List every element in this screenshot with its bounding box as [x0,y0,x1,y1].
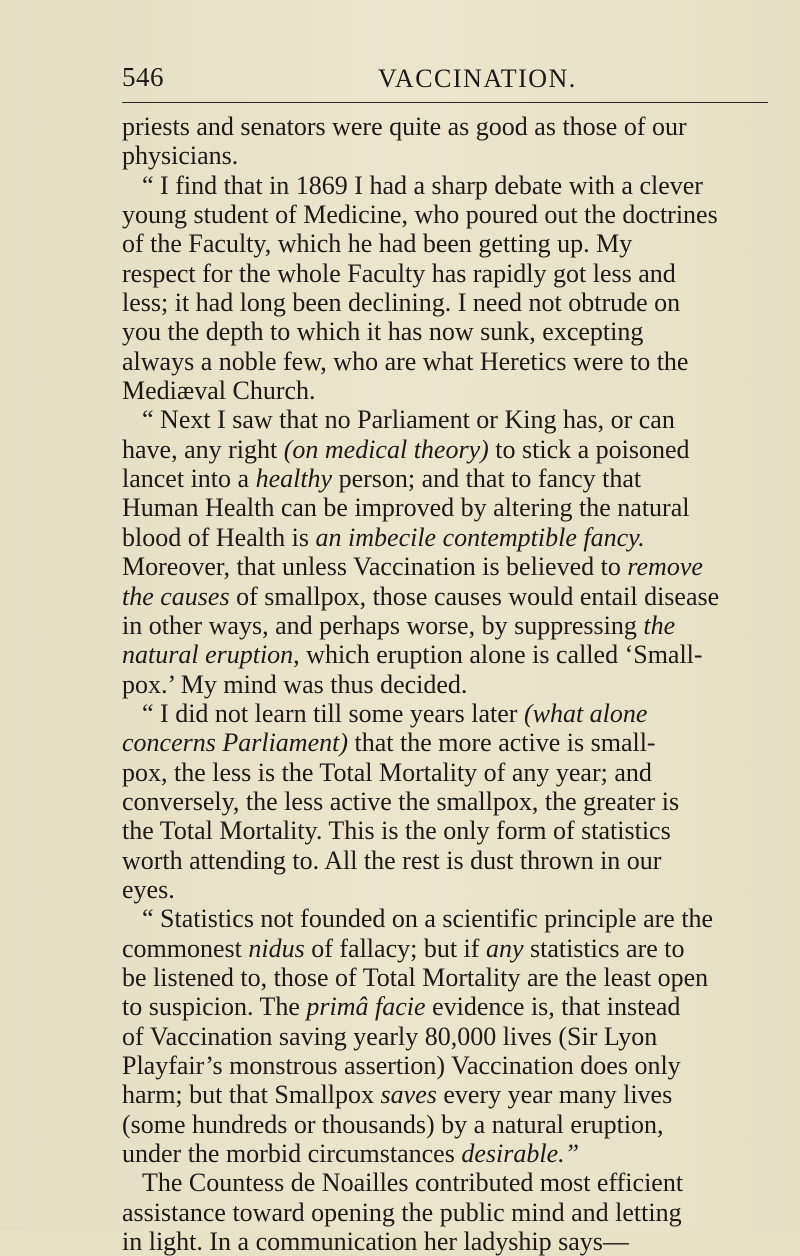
text-line: pox.’ My mind was thus decided. [122,669,468,699]
paragraph-start: “ Next I saw that no Parliament or King has, or can [142,405,675,435]
text-line: priests and senators were quite as good as those of our [122,112,687,141]
text-line: lancet into a healthy person; and that to fancy that [122,464,642,494]
text-line: of the Faculty, which he had been getting up. My [122,229,633,259]
text-line: concerns Parliament) that the more active is small- [122,728,656,758]
text-line: Playfair’s monstrous assertion) Vaccination does only [122,1051,681,1080]
italic-word: desirable.” [461,1139,580,1169]
text-line: Moreover, that unless Vaccination is believed to remove [122,552,703,582]
italic-word: remove [627,552,703,582]
italic-phrase: the causes [122,581,230,611]
header-rule [122,102,768,103]
text-line: you the depth to which it has now sunk, excepting [122,317,644,347]
text-line: the Total Mortality. This is the only form of statistics [122,816,671,846]
italic-phrase: (what alone [523,698,648,728]
italic-word: the [643,610,676,640]
italic-phrase: (on medical theory) [283,434,489,464]
text-line: pox, the less is the Total Mortality of any year; and [122,757,652,787]
text-line: under the morbid circumstances desirable.” [122,1139,580,1169]
text-line: the causes of smallpox, those causes would entail disease [122,581,720,611]
paragraph-start: “ Statistics not founded on a scientific principle are the [142,904,714,934]
page-header [122,62,768,102]
paragraph-start: “ I find that in 1869 I had a sharp debate with a clever [142,170,703,200]
text-line: natural eruption, which eruption alone is called ‘Small- [122,640,703,670]
text-line: be listened to, those of Total Mortality are the least open [122,962,709,992]
text-line: in light. In a communication her ladyship says— [122,1227,629,1256]
text-line: Mediæval Church. [122,376,316,406]
text-line: eyes. [122,874,175,904]
text-line: in other ways, and perhaps worse, by suppressing the [122,610,676,640]
text-line: blood of Health is an imbecile contemptible fancy. [122,522,645,552]
text-line: less; it had long been declining. I need not obtrude on [122,288,681,318]
italic-phrase: an imbecile contemptible fancy. [315,522,645,552]
italic-word: saves [380,1080,437,1110]
text-line: always a noble few, who are what Heretics were to the [122,346,689,376]
text-line: of Vaccination saving yearly 80,000 lives (Sir Lyon [122,1021,658,1051]
text-line: (some hundreds or thousands) by a natural eruption, [122,1109,664,1139]
italic-phrase: primâ facie [306,992,426,1022]
text-line: Human Health can be improved by altering the natural [122,493,690,523]
text-line: have, any right (on medical theory) to stick a poisoned [122,434,690,464]
text-line: young student of Medicine, who poured out the doctrines [122,200,718,230]
text-line: conversely, the less active the smallpox, the greater is [122,786,680,816]
text-line: worth attending to. All the rest is dust thrown in our [122,845,662,875]
italic-word: healthy [255,464,333,494]
text-line: commonest nidus of fallacy; but if any statistics are to [122,933,685,963]
text-line: respect for the whole Faculty has rapidly got less and [122,258,676,288]
running-title: VACCINATION. [378,64,577,93]
italic-word: any [485,933,524,963]
text-line: to suspicion. The primâ facie evidence is, that instead [122,992,681,1022]
paragraph-start: The Countess de Noailles contributed most efficient [142,1168,684,1198]
text-line: harm; but that Smallpox saves every year many lives [122,1080,673,1110]
text-line: assistance toward opening the public mind and letting [122,1197,682,1227]
italic-phrase: concerns Parliament) [122,728,349,758]
paragraph-start: “ I did not learn till some years later (what alone [142,698,648,728]
italic-phrase: natural eruption [122,640,294,670]
italic-word: nidus [248,933,305,963]
body-text [122,112,782,1256]
page-number: 546 [122,62,164,92]
text-line: physicians. [122,141,239,171]
